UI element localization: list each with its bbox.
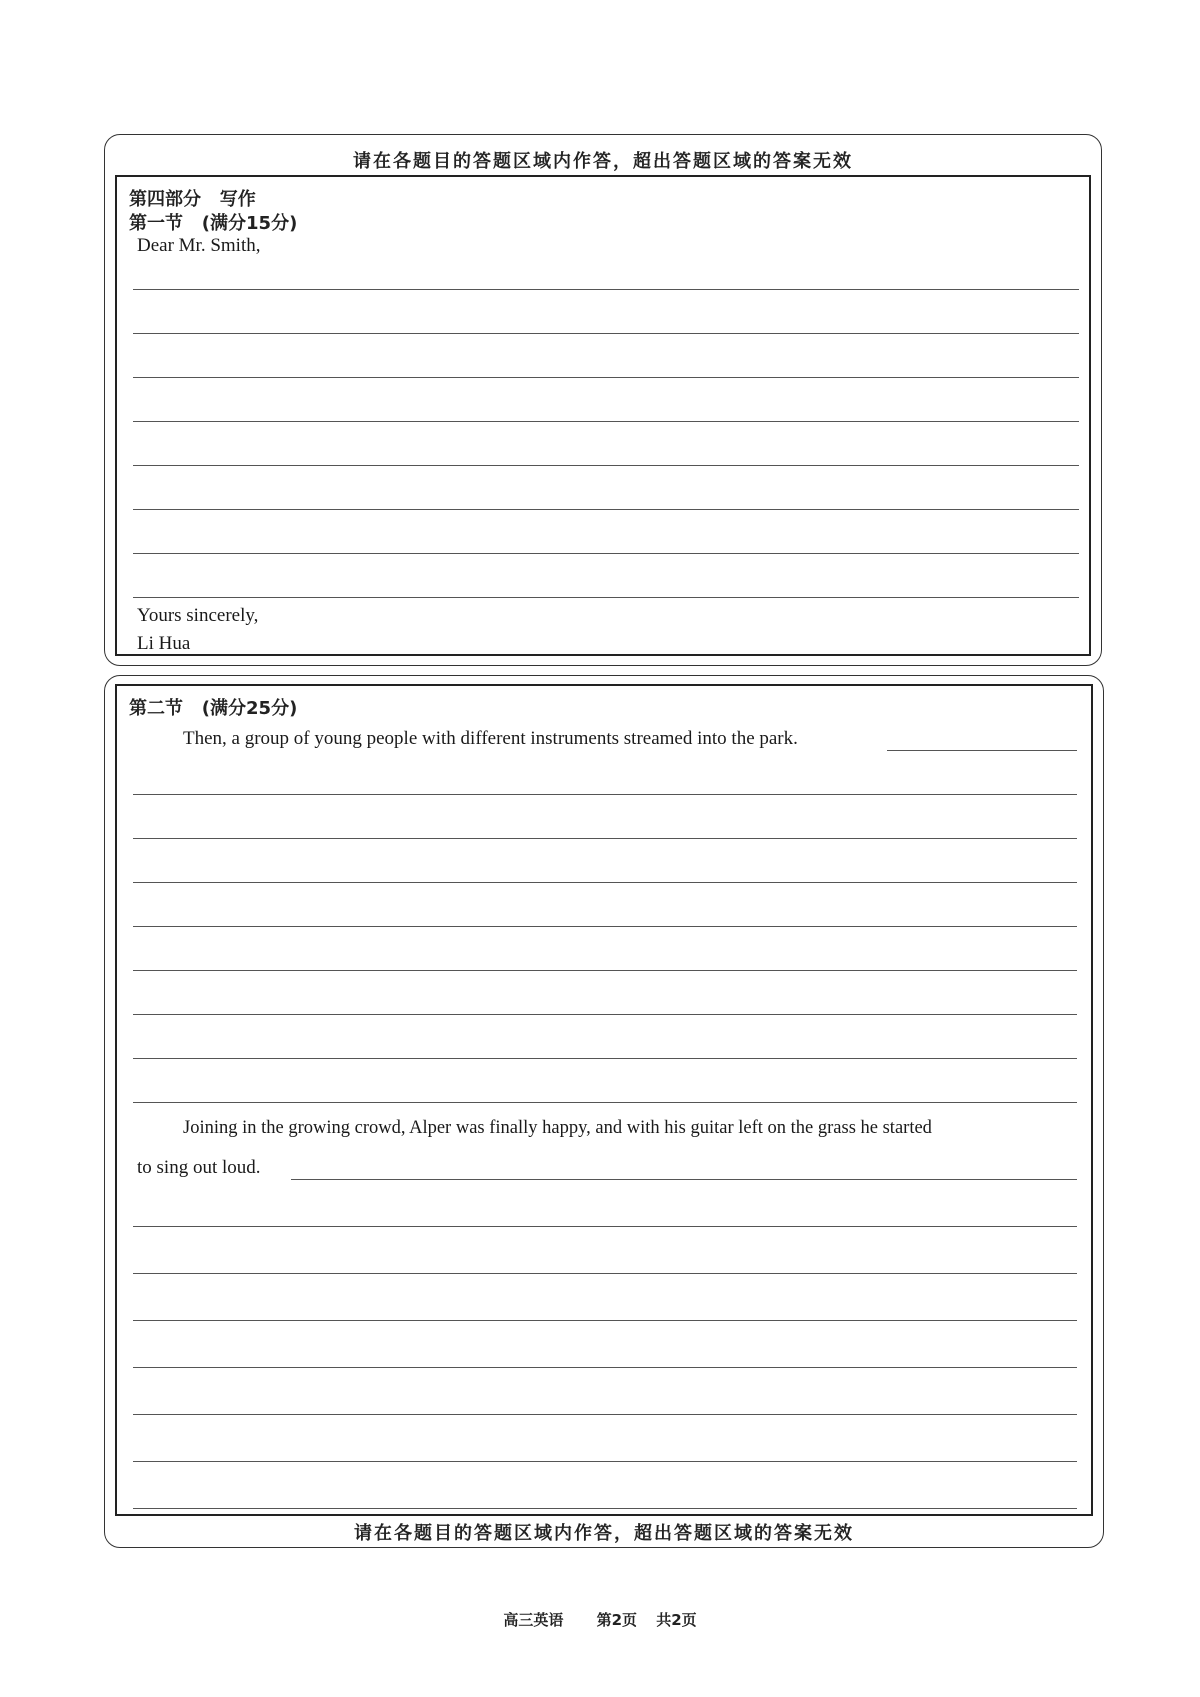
writing-line[interactable] — [133, 1367, 1077, 1368]
writing-line[interactable] — [133, 597, 1079, 598]
answer-area-notice-top: 请在各题目的答题区域内作答，超出答题区域的答案无效 — [353, 151, 853, 172]
writing-line[interactable] — [133, 1273, 1077, 1274]
writing-line[interactable] — [133, 1014, 1077, 1015]
paragraph-two-prompt-line2: to sing out loud. — [137, 1157, 261, 1178]
writing-line[interactable] — [133, 1414, 1077, 1415]
writing-line[interactable] — [133, 926, 1077, 927]
answer-area-section-two-outer — [104, 675, 1104, 1548]
section-two-heading: 第二节 (满分25分) — [129, 698, 298, 719]
page-footer — [0, 1609, 1200, 1630]
writing-line[interactable] — [133, 1508, 1077, 1509]
writing-line[interactable] — [133, 1320, 1077, 1321]
writing-line[interactable] — [887, 750, 1077, 751]
writing-line[interactable] — [291, 1179, 1077, 1180]
paragraph-two-prompt-line1: Joining in the growing crowd, Alper was finally happy, and with his guitar left on the grass he started — [183, 1118, 932, 1138]
writing-line[interactable] — [133, 838, 1077, 839]
footer-subject: 高三英语 — [503, 1611, 564, 1629]
answer-box-section-one — [115, 175, 1091, 656]
writing-line[interactable] — [133, 882, 1077, 883]
writing-line[interactable] — [133, 377, 1079, 378]
answer-area-section-one-outer — [104, 134, 1102, 666]
writing-line[interactable] — [133, 421, 1079, 422]
footer-total-pages: 共2页 — [656, 1611, 697, 1629]
writing-line[interactable] — [133, 289, 1079, 290]
part-four-title: 第四部分 写作 — [129, 189, 256, 210]
section-one-heading: 第一节 (满分15分) — [129, 213, 298, 234]
answer-box-section-two — [115, 684, 1093, 1516]
footer-page-number: 第2页 — [596, 1611, 637, 1629]
writing-line[interactable] — [133, 794, 1077, 795]
writing-line[interactable] — [133, 970, 1077, 971]
writing-line[interactable] — [133, 553, 1079, 554]
writing-line[interactable] — [133, 465, 1079, 466]
writing-line[interactable] — [133, 509, 1079, 510]
writing-line[interactable] — [133, 1102, 1077, 1103]
letter-signature: Li Hua — [137, 633, 191, 654]
letter-greeting: Dear Mr. Smith, — [137, 235, 261, 256]
writing-line[interactable] — [133, 1058, 1077, 1059]
writing-line[interactable] — [133, 1226, 1077, 1227]
writing-line[interactable] — [133, 333, 1079, 334]
writing-line[interactable] — [133, 1461, 1077, 1462]
paragraph-one-prompt: Then, a group of young people with different instruments streamed into the park. — [183, 728, 798, 749]
letter-closing: Yours sincerely, — [137, 605, 259, 626]
answer-area-notice-bottom: 请在各题目的答题区域内作答，超出答题区域的答案无效 — [354, 1523, 854, 1544]
